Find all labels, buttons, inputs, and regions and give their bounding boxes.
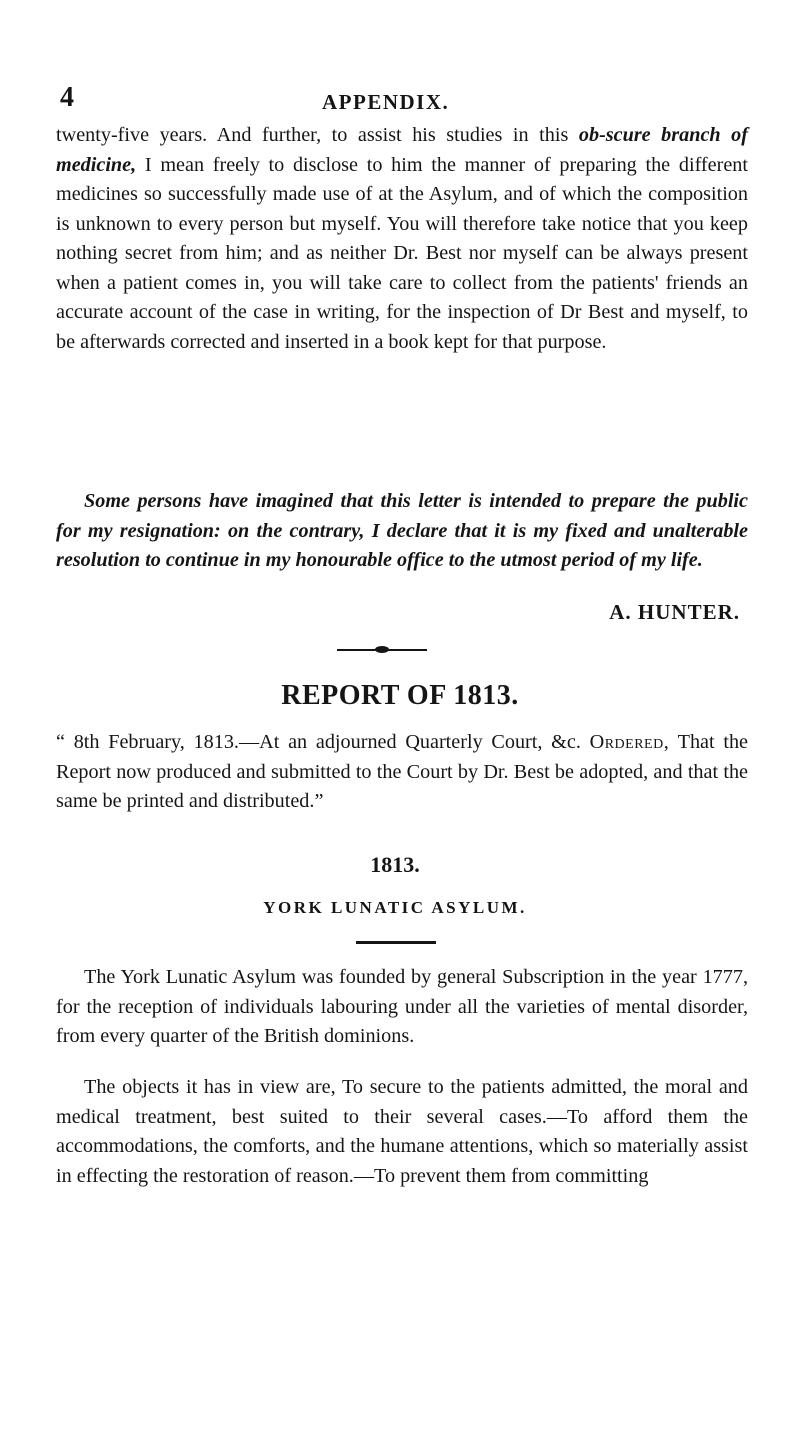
letter-paragraph-2 bbox=[56, 487, 748, 576]
objects-paragraph: The objects it has in view are, To secure to the patients admitted, the moral and medical treatment, best suited to their several cases.—To afford them the accommodations, the comforts, and the humane attentions, which so materially assist in effecting the restoration of reason.—To prevent them from committing bbox=[56, 1076, 748, 1187]
page-number: 4 bbox=[60, 82, 74, 113]
order-word: Ordered, bbox=[589, 731, 670, 753]
section-rule bbox=[356, 941, 436, 944]
running-title: APPENDIX. bbox=[322, 90, 450, 114]
ornamental-rule bbox=[337, 647, 427, 653]
page-header bbox=[0, 82, 800, 112]
asylum-heading: YORK LUNATIC ASYLUM. bbox=[263, 898, 527, 917]
report-title: REPORT OF 1813. bbox=[281, 680, 519, 711]
letter-text-b: I mean freely to disclose to him the manner of preparing the different medicines so successfully made use of at the Asylum, and of which the composition is unknown to every person but myself. You will therefore take notice that you keep nothing secret from him; and as neither Dr. Best nor myself can be always present when a patient comes in, you will take care to collect from the patients' friends an accurate account of the case in writing, for the inspection of Dr Best and myself, to be afterwards corrected and inserted in a book kept for that purpose. bbox=[56, 153, 748, 353]
letter-paragraph-1 bbox=[56, 121, 748, 357]
order-rest: That the Report now produced and submitted to the Court by Dr. Best be adopted, and that the same be printed and distributed.” bbox=[56, 731, 749, 812]
founding-paragraph: The York Lunatic Asylum was founded by general Subscription in the year 1777, for the reception of individuals labouring under all the varieties of mental disorder, from every quarter of the British dominions. bbox=[56, 966, 748, 1047]
report-order-paragraph bbox=[56, 728, 748, 817]
letter-text-a: twenty-five years. And further, to assist his studies in this bbox=[56, 124, 579, 146]
letter-signature: A. HUNTER. bbox=[609, 600, 740, 624]
letter-italic-phrase: ob-scure branch of medicine, bbox=[56, 124, 749, 176]
ornament-center bbox=[375, 646, 389, 653]
letter-italic-paragraph: Some persons have imagined that this letter is intended to prepare the public for my resignation: on the contrary, I declare that it is my fixed and unalterable resolution to continue in my honourable office to the utmost period of my life. bbox=[56, 490, 748, 571]
report-year: 1813. bbox=[370, 852, 420, 877]
order-intro: “ 8th February, 1813.—At an adjourned Quarterly Court, &c. bbox=[56, 731, 590, 753]
